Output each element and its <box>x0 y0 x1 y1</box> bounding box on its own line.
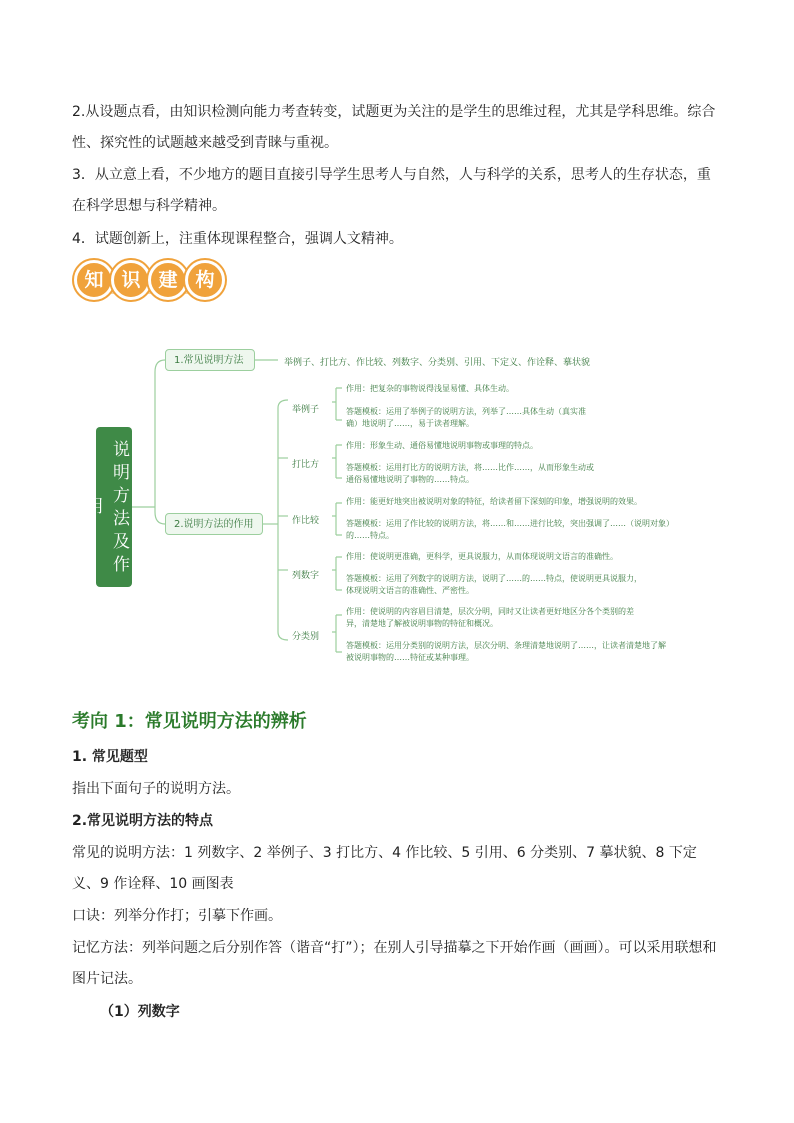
banner-char-3: 建 <box>148 260 188 300</box>
intro-paragraph-2: 2.从设题点看，由知识检测向能力考查转变，试题更为关注的是学生的思维过程，尤其是学科思维。综合性、探究性的试题越来越受到青睐与重视。 <box>72 104 716 151</box>
banner-char-4: 构 <box>185 260 225 300</box>
branch-common-methods: 1.常见说明方法 <box>165 349 255 371</box>
question-prompt: 指出下面句子的说明方法。 <box>72 781 240 797</box>
methods-list: 常见的说明方法：1 列数字、2 举例子、3 打比方、4 作比较、5 引用、6 分类别、7 摹状貌、8 下定义、9 作诠释、10 画图表 <box>72 845 697 892</box>
intro-paragraph-3: 3．从立意上看，不少地方的题目直接引导学生思考人与自然，人与科学的关系，思考人的生存状态，重在科学思想与科学精神。 <box>72 167 711 214</box>
branch-method-effects: 2.说明方法的作用 <box>165 513 263 535</box>
method-example-template: 答题模板：运用了举例子的说明方法，列举了……具体生动（真实准确）地说明了……，易于读者理解。 <box>346 407 586 428</box>
branch-common-methods-detail: 举例子、打比方、作比较、列数字、分类别、引用、下定义、作诠释、摹状貌 <box>284 358 591 368</box>
method-comparison-effect: 作用：能更好地突出被说明对象的特征，给读者留下深刻的印象，增强说明的效果。 <box>346 497 642 506</box>
method-example: 举例子 <box>292 405 320 415</box>
method-numbers-effect: 作用：使说明更准确，更科学，更具说服力，从而体现说明文语言的准确性。 <box>346 552 618 561</box>
banner-char-2: 识 <box>111 260 151 300</box>
method-numbers: 列数字 <box>292 571 320 581</box>
mnemonic-line: 口诀：列举分作打；引摹下作画。 <box>72 908 282 924</box>
method-analogy: 打比方 <box>292 460 320 470</box>
memory-method: 记忆方法：列举问题之后分别作答（谐音“打”）；在别人引导描摹之下开始作画（画画）。可以采用联想和图片记法。 <box>72 940 717 987</box>
intro-paragraph-4: 4．试题创新上，注重体现课程整合，强调人文精神。 <box>72 231 403 247</box>
method-analogy-template: 答题模板：运用打比方的说明方法，将……比作……，从而形象生动或通俗易懂地说明了事物的……特点。 <box>346 463 594 484</box>
method-comparison-template: 答题模板：运用了作比较的说明方法，将……和……进行比较，突出强调了……（说明对象）的……特点。 <box>346 519 674 540</box>
method-example-effect: 作用：把复杂的事物说得浅显易懂、具体生动。 <box>346 384 514 393</box>
mind-map-root: 说明方法及作用 <box>96 427 132 587</box>
method-classification: 分类别 <box>292 632 320 642</box>
method-classification-effect: 作用：使说明的内容眉目清楚，层次分明，同时又让读者更好地区分各个类别的差异，清楚地了解被说明事物的特征和概况。 <box>346 607 634 628</box>
knowledge-banner <box>72 258 222 300</box>
subheading-numbers: （1）列数字 <box>100 1004 180 1020</box>
method-analogy-effect: 作用：形象生动、通俗易懂地说明事物或事理的特点。 <box>346 441 538 450</box>
mind-map <box>70 330 730 675</box>
subheading-question-types: 1. 常见题型 <box>72 749 148 765</box>
method-comparison: 作比较 <box>292 516 320 526</box>
method-classification-template: 答题模板：运用分类别的说明方法，层次分明、条理清楚地说明了……，让读者清楚地了解被说明事物的……特征或某种事理。 <box>346 641 666 662</box>
subheading-method-features: 2.常见说明方法的特点 <box>72 813 214 829</box>
section-heading: 考向 1：常见说明方法的辨析 <box>72 711 307 732</box>
method-numbers-template: 答题模板：运用了列数字的说明方法，说明了……的……特点，使说明更具说服力，体现说明文语言的准确性、严密性。 <box>346 574 642 595</box>
banner-char-1: 知 <box>74 260 114 300</box>
